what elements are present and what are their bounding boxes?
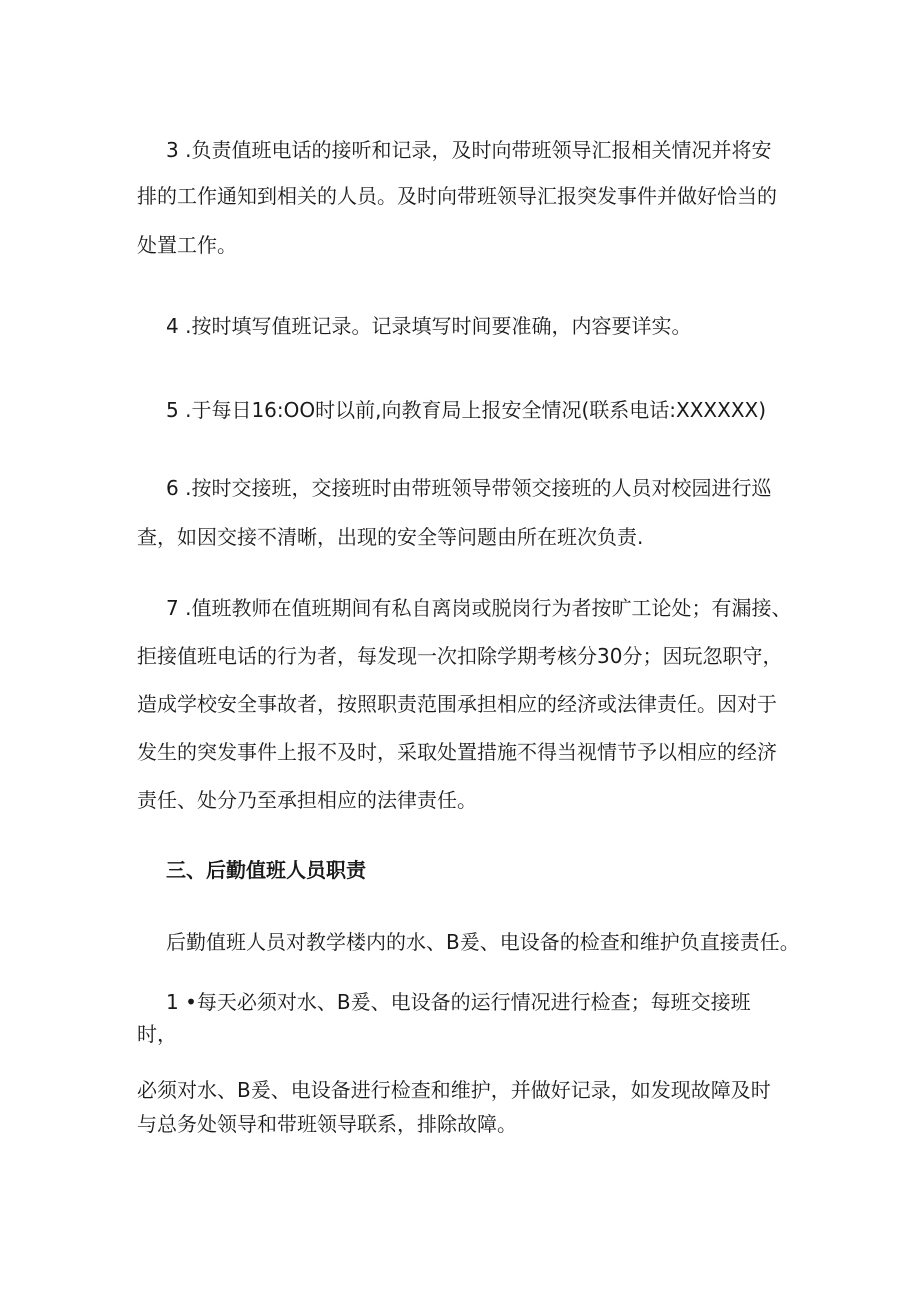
item-6-line-2: 查，如因交接不清晰，出现的安全等问题由所在班次负责. xyxy=(137,525,644,549)
item-6-line-1: 6 .按时交接班，交接班时由带班领导带领交接班的人员对校园进行巡 xyxy=(166,476,772,500)
item-7-line-4: 发生的突发事件上报不及时，采取处置措施不得当视情节予以相应的经济 xyxy=(137,740,777,764)
section-3-heading: 三、后勤值班人员职责 xyxy=(166,858,366,882)
item-5-line-1: 5 .于每日16:OO时以前,向教育局上报安全情况(联系电话:XXXXXX) xyxy=(166,398,767,422)
item-3-line-3: 处置工作。 xyxy=(137,233,237,257)
section-3-intro: 后勤值班人员对教学楼内的水、B爰、电设备的检查和维护负直接责任。 xyxy=(166,930,800,954)
section-3-item-1-line-4: 与总务处领导和带班领导联系，排除故障。 xyxy=(137,1112,517,1136)
item-3-line-1: 3 .负责值班电话的接听和记录，及时向带班领导汇报相关情况并将安 xyxy=(166,138,772,162)
item-3-line-2: 排的工作通知到相关的人员。及时向带班领导汇报突发事件并做好恰当的 xyxy=(137,184,777,208)
item-7-line-5: 责任、处分乃至承担相应的法律责任。 xyxy=(137,788,477,812)
section-3-item-1-line-1: 1 •每天必须对水、B爰、电设备的运行情况进行检查；每班交接班 xyxy=(166,990,751,1014)
item-7-line-2: 拒接值班电话的行为者，每发现一次扣除学期考核分30分；因玩忽职守， xyxy=(137,644,783,668)
section-3-item-1-line-3: 必须对水、B爰、电设备进行检查和维护，并做好记录，如发现故障及时 xyxy=(137,1078,771,1102)
section-3-item-1-line-2: 时， xyxy=(137,1022,177,1046)
item-4-line-1: 4 .按时填写值班记录。记录填写时间要准确，内容要详实。 xyxy=(166,314,692,338)
item-7-line-1: 7 .值班教师在值班期间有私自离岗或脱岗行为者按旷工论处；有漏接、 xyxy=(166,596,792,620)
item-7-line-3: 造成学校安全事故者，按照职责范围承担相应的经济或法律责任。因对于 xyxy=(137,692,777,716)
